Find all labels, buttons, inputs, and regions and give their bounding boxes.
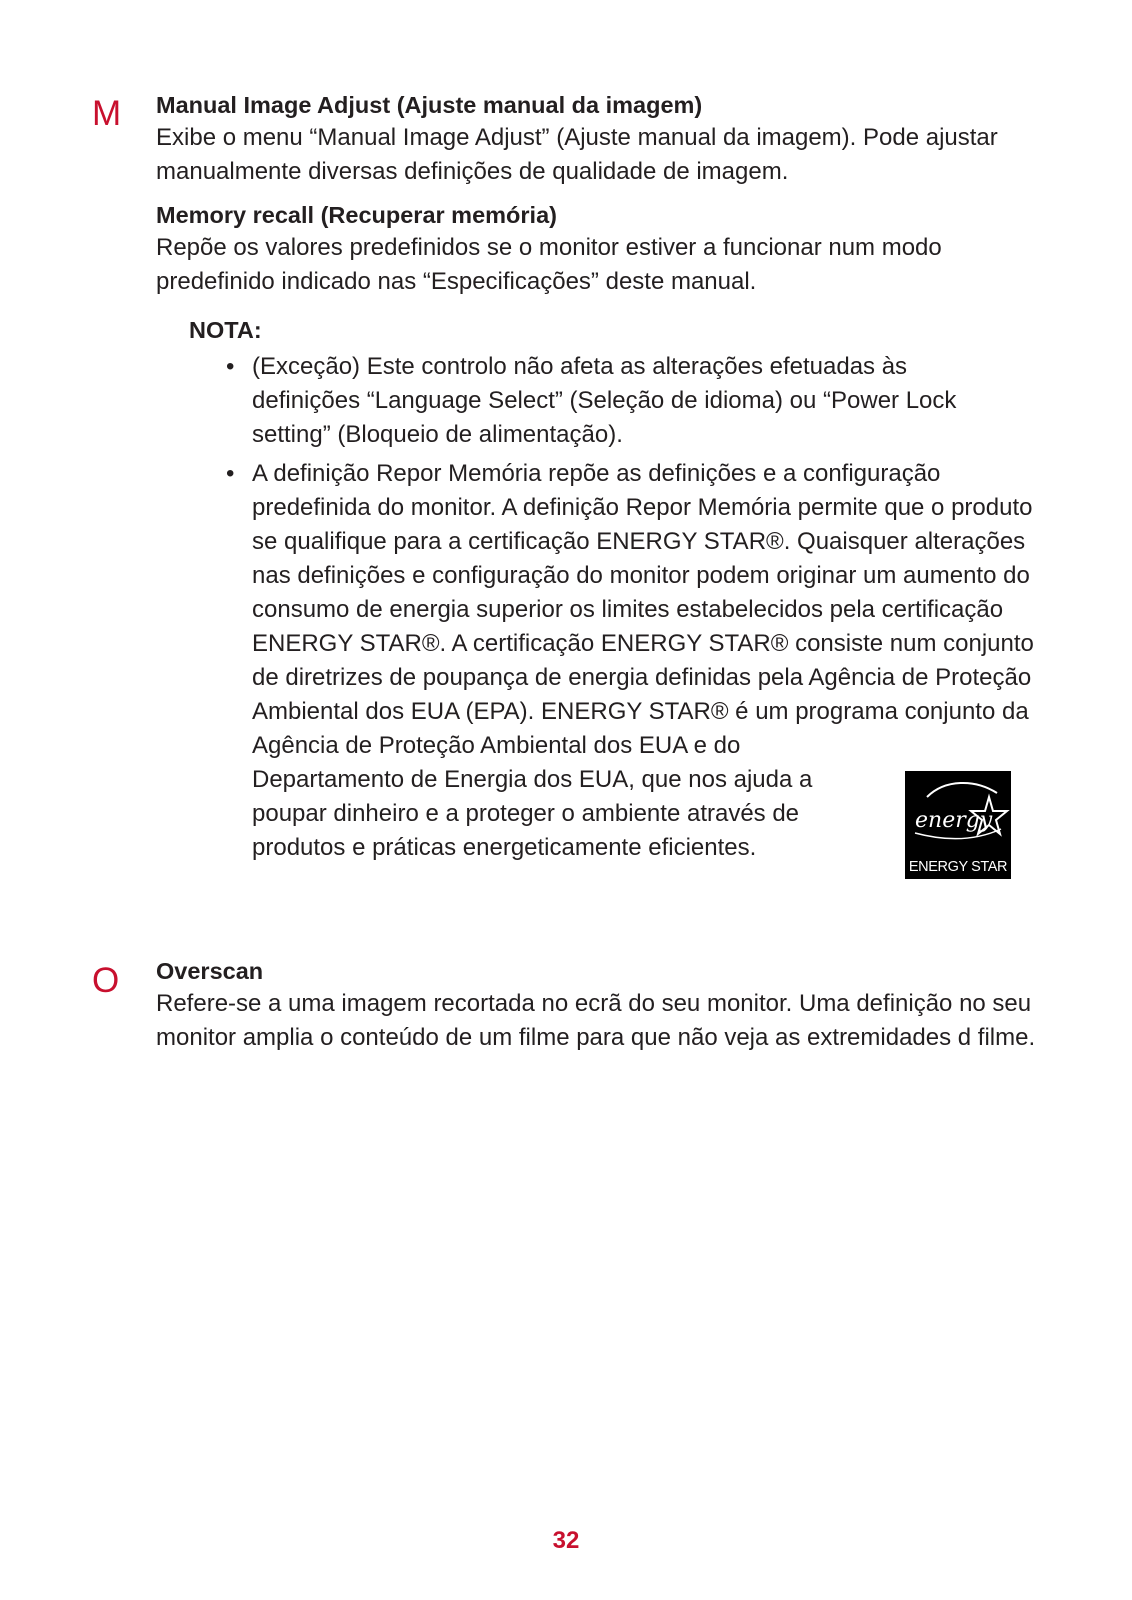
energy-star-logo: [905, 771, 1011, 879]
energy-script-text: energy: [915, 808, 993, 833]
page-number: 32: [552, 1527, 580, 1554]
entry-memory-recall: [156, 199, 1036, 299]
energy-star-caption: ENERGY STAR: [908, 859, 1008, 875]
note-label: NOTA:: [189, 317, 262, 343]
note-item-text: A definição Repor Memória repõe as definições e a configuração predefinida do monitor. A definição Repor Memória permite que o produto se qualifique para a certificação ENERGY STAR®. Quaisquer alterações nas definições e configuração do monitor podem originar um aumento do consumo de energia superior os limites estabelecidos pela certificação ENERGY STAR®. A certificação ENERGY STAR® consiste num conjunto de diretrizes de poupança de energia definidas pela Agência de Proteção Ambiental dos EUA (EPA). ENERGY STAR® é um programa conjunto da Agência de Proteção Ambiental dos EUA e do Departamento de Energia dos EUA, que nos ajuda a poupar dinheiro e a proteger o ambiente através de produtos e práticas energeticamente eficientes.: [252, 460, 1034, 861]
note-item: • (Exceção) Este controlo não afeta as alterações efetuadas às definições “Language Select” (Seleção de idioma) ou “Power Lock setting” (Bloqueio de alimentação).: [226, 350, 1046, 452]
description-overscan: Refere-se a uma imagem recortada no ecrã do seu monitor. Uma definição no seu monitor amplia o conteúdo de um filme para que não veja as extremidades d filme.: [156, 990, 1036, 1051]
term-manual-image-adjust: Manual Image Adjust (Ajuste manual da imagem): [156, 92, 703, 118]
entry-overscan: [156, 955, 1036, 1055]
entry-manual-image-adjust: [156, 89, 1036, 189]
description-memory-recall: Repõe os valores predefinidos se o monitor estiver a funcionar num modo predefinido indicado nas “Especificações” deste manual.: [156, 234, 942, 295]
description-manual-image-adjust: Exibe o menu “Manual Image Adjust” (Ajuste manual da imagem). Pode ajustar manualmente diversas definições de qualidade de imagem.: [156, 124, 998, 185]
section-letter-o: O: [92, 961, 120, 1000]
energy-star-icon: [905, 771, 1011, 857]
section-letter-m: M: [92, 94, 122, 133]
term-memory-recall: Memory recall (Recuperar memória): [156, 202, 557, 228]
term-overscan: Overscan: [156, 958, 264, 984]
